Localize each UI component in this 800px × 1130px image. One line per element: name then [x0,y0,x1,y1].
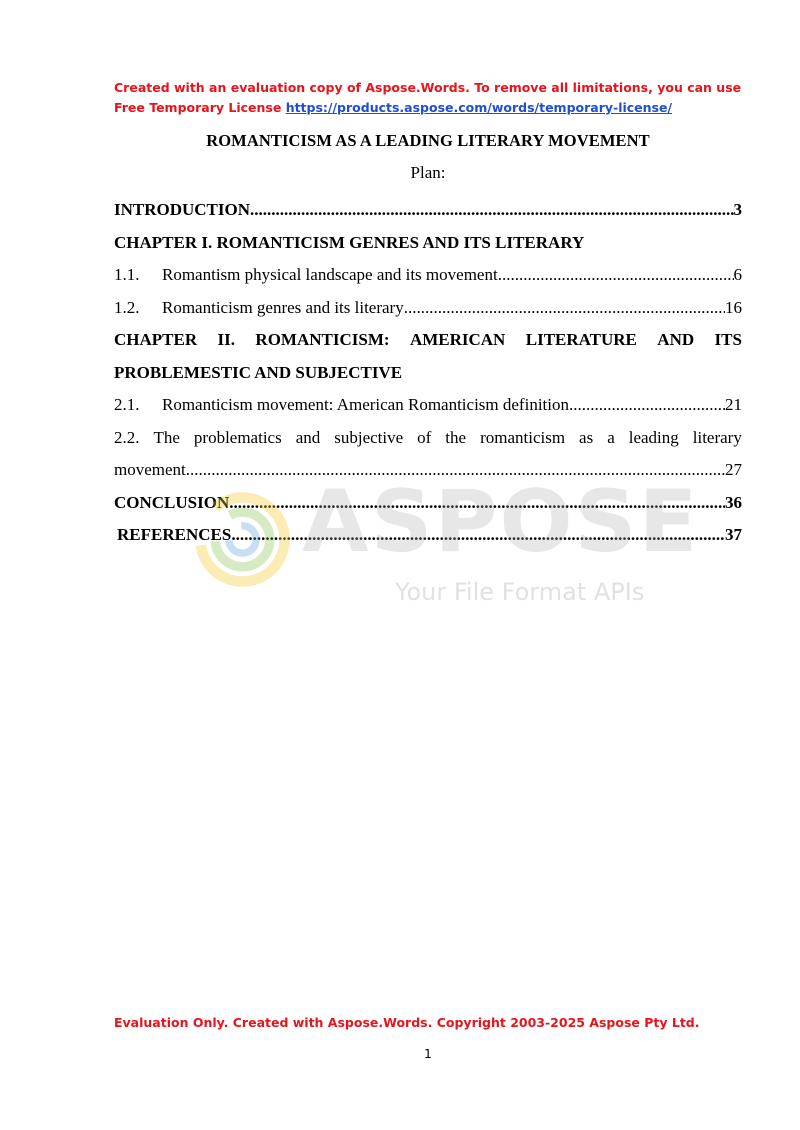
toc-entry-chapter-2-continued[interactable] [114,357,742,390]
toc-entry-2-2-continued[interactable] [114,454,742,487]
toc-entry-text: PROBLEMESTIC AND SUBJECTIVE [114,362,403,382]
page-number: 1 [424,1047,432,1061]
toc-leader-dots [231,519,725,552]
toc-entry-introduction[interactable] [114,194,742,227]
toc-word: AND [657,330,695,349]
toc-word: as [579,427,594,447]
toc-word: the [445,427,467,447]
watermark-brand: ASPOSE [302,472,700,572]
toc-leader-dots [250,194,733,227]
evaluation-notice-prefix: Free Temporary License [114,100,286,115]
toc-entry-text: Romantism physical landscape and its movement [162,265,498,284]
evaluation-notice-line2 [114,98,754,118]
toc-word: LITERATURE [525,330,637,349]
toc-entry-conclusion[interactable] [114,487,742,520]
toc-word: CHAPTER [114,330,198,349]
toc-word: and [295,427,321,447]
evaluation-notice-footer: Evaluation Only. Created with Aspose.Words. Copyright 2003-2025 Aspose Pty Ltd. [114,1015,700,1030]
toc-word: subjective [334,427,404,447]
toc-entry-2-1[interactable] [114,389,742,422]
toc-page-number: 27 [725,460,742,479]
toc-word: II. [217,330,236,349]
toc-page-number: 37 [725,525,742,544]
toc-word: literary [692,427,742,447]
toc-entry-text: Romanticism genres and its literary [162,297,404,317]
toc-leader-dots [404,292,725,325]
table-of-contents [114,194,742,552]
toc-entry-references[interactable] [114,519,742,552]
toc-entry-chapter-2[interactable] [114,324,742,357]
toc-entry-text: Romanticism movement: American Romanticism definition [162,395,569,414]
toc-entry-text: REFERENCES [117,525,232,544]
temporary-license-link[interactable]: https://products.aspose.com/words/temporary-license/ [285,100,673,115]
plan-label: Plan: [410,163,446,182]
toc-word: romanticism [480,427,566,447]
toc-word: AMERICAN [409,330,506,349]
toc-entry-text: CHAPTER I. ROMANTICISM GENRES AND ITS LITERARY [114,232,585,252]
toc-page-number: 6 [733,265,742,284]
toc-entry-1-1[interactable] [114,259,742,292]
toc-word: problematics [193,427,282,447]
evaluation-notice-header [114,78,754,118]
toc-entry-1-2[interactable] [114,292,742,325]
toc-entry-text: INTRODUCTION [114,200,251,219]
toc-page-number: 21 [725,395,742,414]
toc-word: a [607,427,615,447]
toc-entry-text: CONCLUSION [114,492,230,512]
toc-entry-text: movement [114,460,186,479]
toc-entry-number: 2.2. [114,427,140,447]
toc-page-number: 16 [725,297,742,317]
toc-leader-dots [498,259,734,292]
toc-word: leading [628,427,679,447]
toc-leader-dots [229,487,725,520]
toc-page-number: 36 [725,492,742,512]
toc-entry-number: 1.2. [114,297,140,317]
document-title: ROMANTICISM AS A LEADING LITERARY MOVEMENT [206,131,650,150]
toc-page-number: 3 [733,200,742,219]
evaluation-notice-line1: Created with an evaluation copy of Aspose.Words. To remove all limitations, you can use [114,80,742,95]
toc-word: of [417,427,432,447]
toc-leader-dots [186,454,725,487]
toc-entry-number: 2.1. [114,395,140,414]
toc-word: ROMANTICISM: [255,330,390,349]
toc-entry-number: 1.1. [114,265,140,284]
toc-leader-dots [569,389,725,422]
toc-word: The [153,427,180,447]
toc-word: ITS [714,330,742,349]
toc-entry-chapter-1[interactable] [114,227,742,260]
watermark-tagline: Your File Format APIs [395,578,645,606]
toc-entry-2-2[interactable] [114,422,742,455]
